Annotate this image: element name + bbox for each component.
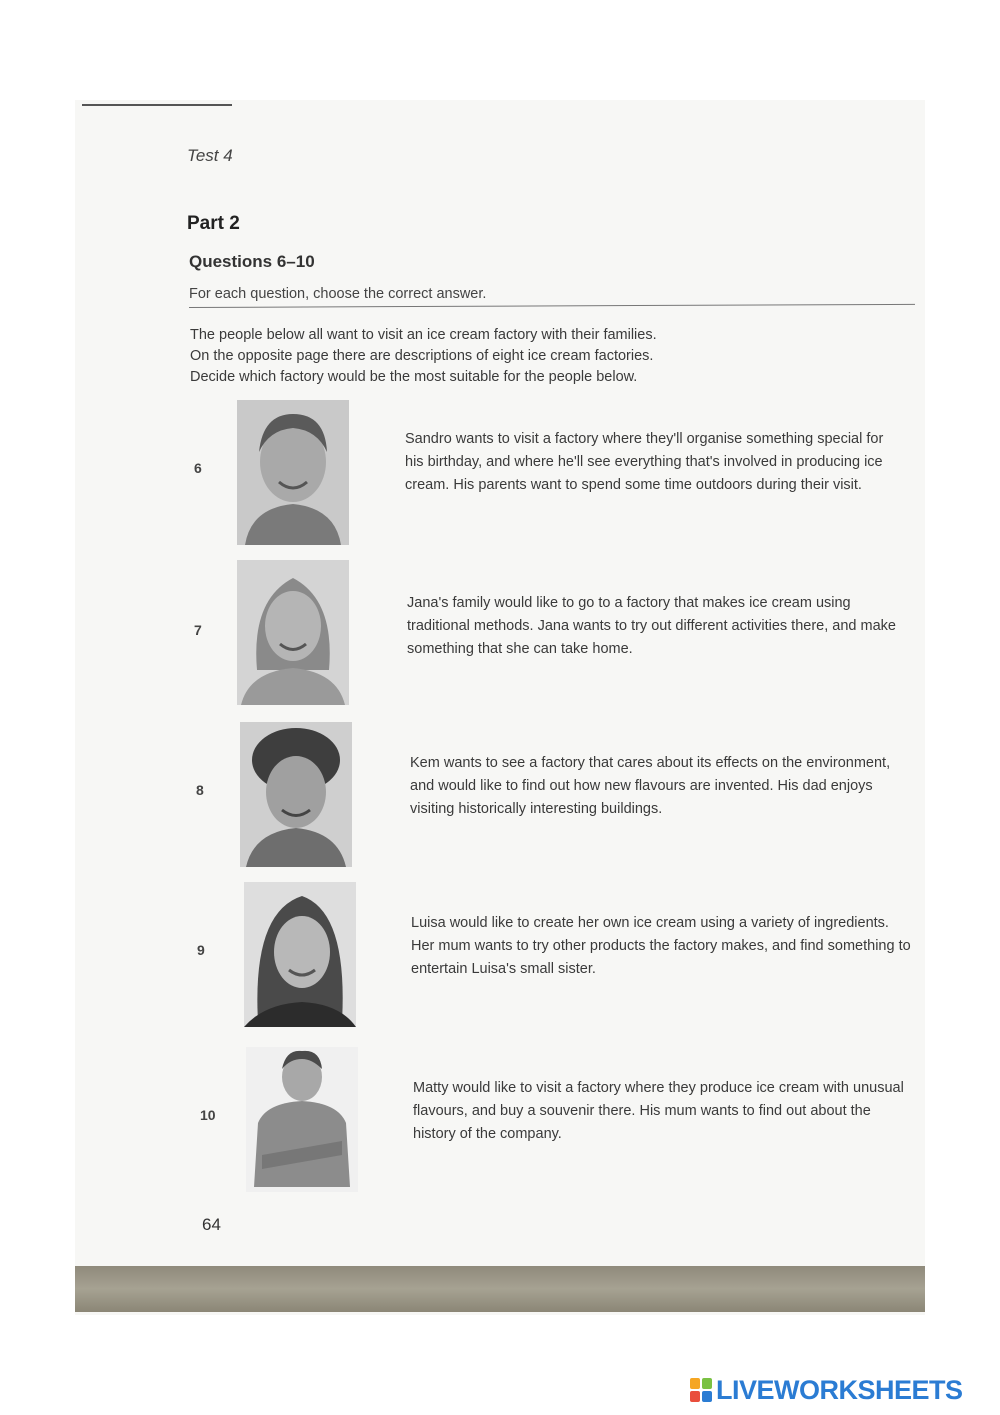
intro-line: Decide which factory would be the most suitable for the people below. [190, 369, 638, 385]
question-number: 10 [200, 1107, 216, 1123]
part-title: Part 2 [187, 213, 240, 234]
question-number: 7 [194, 622, 202, 638]
liveworksheets-logo-icon [690, 1378, 712, 1402]
questions-title: Questions 6–10 [189, 252, 315, 271]
question-item-9 [0, 880, 1000, 1030]
question-description: Luisa would like to create her own ice cream using a variety of ingredients. Her mum wants to try other products the factory makes, and find something to entertain Luisa's small sister. [411, 915, 911, 977]
question-description: Matty would like to visit a factory where they produce ice cream with unusual flavours, and buy a souvenir there. His mum wants to find out about the history of the company. [413, 1080, 904, 1142]
question-item-8 [0, 720, 1000, 870]
test-label: Test 4 [187, 146, 233, 165]
question-description: Kem wants to see a factory that cares about its effects on the environment, and would like to find out how new flavours are invented. His dad enjoys visiting historically interesting buildings. [410, 755, 891, 817]
question-number: 8 [196, 782, 204, 798]
boy-portrait-icon [246, 1047, 358, 1192]
question-number: 9 [197, 942, 205, 958]
instruction-text: For each question, choose the correct answer. [189, 286, 487, 302]
intro-line: The people below all want to visit an ice cream factory with their families. [190, 327, 657, 343]
page-edge-band [75, 1266, 925, 1312]
question-number: 6 [194, 460, 202, 476]
page-number: 64 [202, 1215, 221, 1234]
question-description: Sandro wants to visit a factory where they'll organise something special for his birthday, and where he'll see everything that's involved in producing ice cream. His parents want to spend some time outdoors during their visit. [405, 431, 884, 493]
brand-name: LIVEWORKSHEETS [716, 1374, 963, 1405]
intro-text [190, 325, 790, 388]
question-item-10 [0, 1045, 1000, 1195]
girl-portrait-icon [244, 882, 356, 1027]
top-rule [82, 104, 232, 106]
question-description: Jana's family would like to go to a factory that makes ice cream using traditional methods. Jana wants to try out different activities there, and make something that she can take home. [407, 595, 896, 657]
girl-portrait-icon [237, 560, 349, 705]
question-item-6 [0, 398, 1000, 548]
intro-line: On the opposite page there are descriptions of eight ice cream factories. [190, 348, 654, 364]
question-item-7 [0, 560, 1000, 710]
boy-portrait-icon [237, 400, 349, 545]
boy-portrait-icon [240, 722, 352, 867]
liveworksheets-brand[interactable] [690, 1374, 963, 1406]
